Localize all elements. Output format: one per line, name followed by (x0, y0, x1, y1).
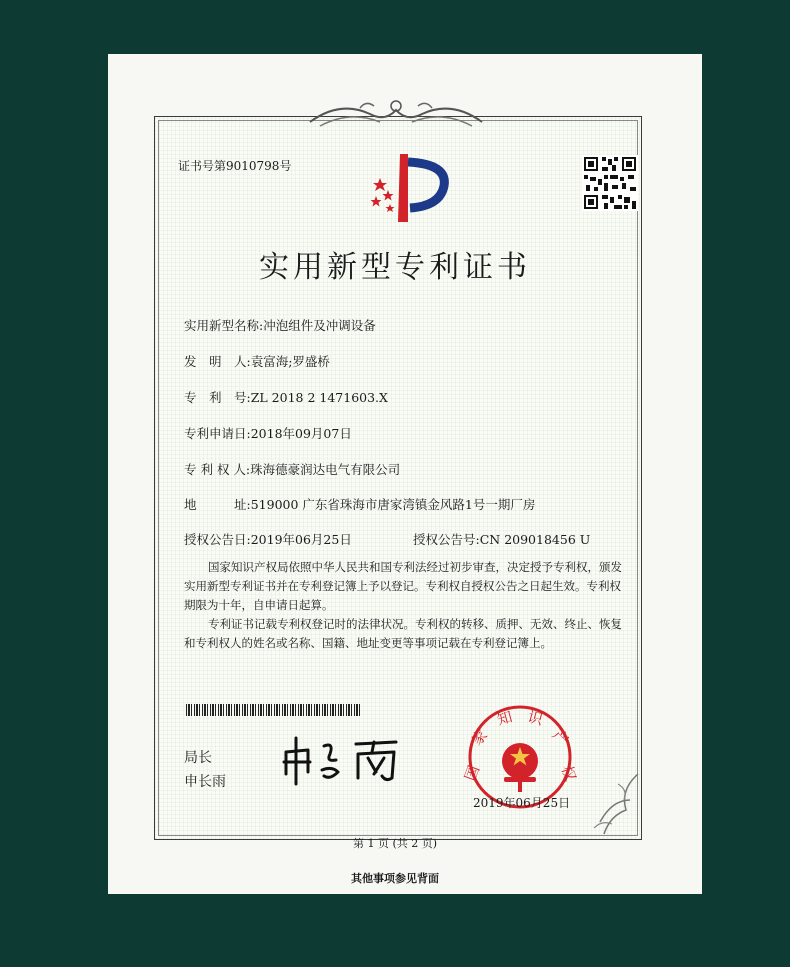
barcode (186, 704, 361, 716)
field-value: ZL 2018 2 1471603.X (250, 390, 388, 405)
footer-note: 其他事项参见背面 (351, 872, 439, 885)
patent-office-logo (364, 152, 454, 224)
director-signature (278, 732, 408, 788)
svg-text:家: 家 (467, 725, 492, 750)
field-label: 专 利 权 人: (184, 462, 251, 477)
field-value: 2018年09月07日 (250, 426, 352, 441)
field-publication-number (413, 530, 590, 548)
field-label: 专 利 号: (184, 390, 251, 405)
field-patentee (184, 460, 400, 478)
field-patent-number (184, 388, 388, 406)
field-inventor (184, 352, 330, 370)
statement-paragraph-1: 国家知识产权局依照中华人民共和国专利法经过初步审查，决定授予专利权，颁发实用新型专利证书并在专利登记簿上予以登记。专利权自授权公告之日起生效。专利权期限为十年，自申请日起算。 (184, 560, 622, 612)
field-address (184, 495, 535, 513)
field-value: 2019年06月25日 (250, 532, 352, 547)
svg-text:知: 知 (495, 707, 515, 729)
svg-text:国: 国 (461, 763, 484, 784)
director-name: 申长雨 (184, 774, 226, 790)
field-value: 519000 广东省珠海市唐家湾镇金风路1号一期厂房 (250, 497, 536, 512)
svg-text:权: 权 (557, 763, 580, 784)
field-grant-date (184, 530, 352, 548)
field-label: 实用新型名称: (184, 318, 264, 333)
statement-paragraph-2: 专利证书记载专利权登记时的法律状况。专利权的转移、质押、无效、终止、恢复和专利权人的姓名或名称、国籍、地址变更等事项记载在专利登记簿上。 (184, 617, 622, 650)
certificate-title: 实用新型专利证书 (259, 250, 531, 285)
director-title: 局长 (184, 750, 212, 766)
field-value: CN 209018456 U (479, 532, 591, 547)
field-value: 冲泡组件及冲调设备 (263, 318, 376, 333)
qr-code (582, 155, 638, 211)
field-name (184, 316, 376, 334)
field-value: 珠海德豪润达电气有限公司 (250, 462, 401, 477)
certificate-number: 证书号第9010798号 (178, 159, 292, 173)
top-ornament (300, 96, 492, 132)
field-label: 授权公告日: (184, 532, 251, 547)
field-value: 袁富海;罗盛桥 (250, 354, 330, 369)
seal-date: 2019年06月25日 (473, 796, 571, 810)
field-label: 发 明 人: (184, 354, 251, 369)
field-filing-date (184, 424, 352, 442)
page-number: 第 1 页 (共 2 页) (352, 837, 438, 850)
field-label: 专利申请日: (184, 426, 251, 441)
field-label: 地 址: (184, 497, 251, 512)
svg-text:产: 产 (548, 725, 573, 750)
field-label: 授权公告号: (413, 532, 480, 547)
svg-text:识: 识 (525, 707, 545, 729)
